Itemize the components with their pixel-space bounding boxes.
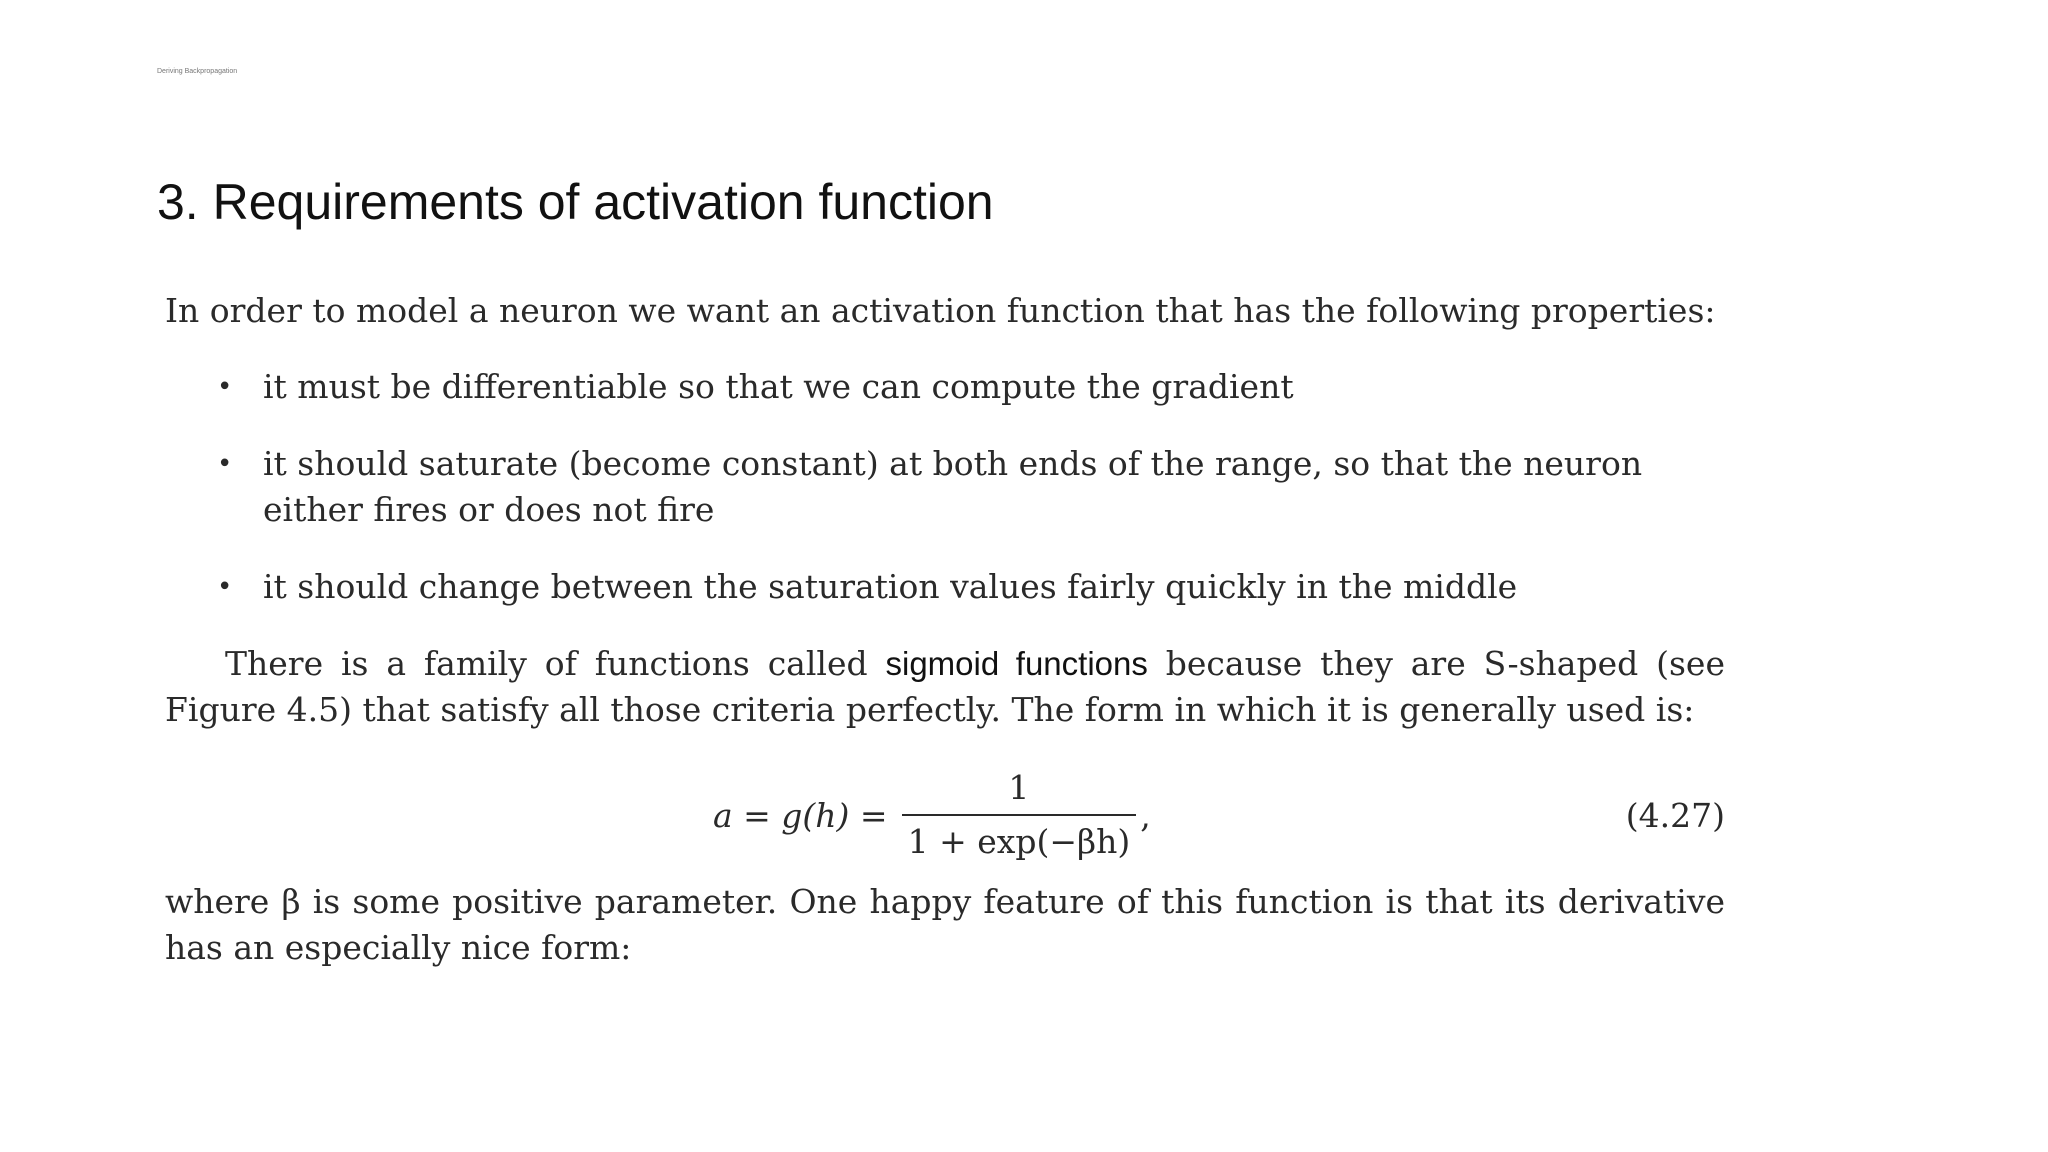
sigmoid-text-after: because they are S-shaped (see Figure 4.5) that satisfy all those criteria perfectly. The form in which it is generally used is: — [165, 644, 1725, 729]
equation-trailing-comma: , — [1140, 795, 1151, 835]
sigmoid-paragraph — [165, 641, 1725, 733]
closing-paragraph: where β is some positive parameter. One happy feature of this function is that its derivative has an especially nice form: — [165, 882, 1725, 967]
requirement-text: it must be differentiable so that we can compute the gradient — [263, 367, 1294, 406]
equation-lhs: a = g(h) = — [713, 795, 888, 835]
fraction-numerator: 1 — [1008, 768, 1030, 807]
fraction-denominator: 1 + exp(−βh) — [902, 814, 1137, 864]
bullet-dot-icon: • — [217, 372, 233, 402]
section-header-label: Deriving Backpropagation — [157, 68, 238, 75]
requirement-text: it should change between the saturation values fairly quickly in the middle — [263, 567, 1518, 606]
bullet-dot-icon: • — [217, 572, 233, 602]
requirement-item — [165, 441, 1725, 533]
equation-fraction — [902, 766, 1137, 864]
requirement-item — [165, 364, 1725, 410]
equation-body — [713, 755, 1151, 875]
sigmoid-equation — [165, 755, 1725, 875]
sigmoid-term: sigmoid functions — [885, 645, 1148, 682]
intro-paragraph: In order to model a neuron we want an activation function that has the following properties: — [165, 291, 1716, 330]
textbook-excerpt — [165, 288, 1725, 971]
slide-title: 3. Requirements of activation function — [157, 174, 994, 230]
bullet-dot-icon: • — [217, 449, 233, 479]
sigmoid-text-before: There is a family of functions called — [225, 644, 886, 683]
requirement-text: it should saturate (become constant) at both ends of the range, so that the neuron either fires or does not fire — [263, 444, 1643, 529]
requirement-item — [165, 564, 1725, 610]
equation-number: (4.27) — [1625, 795, 1725, 835]
requirements-list — [165, 364, 1725, 610]
